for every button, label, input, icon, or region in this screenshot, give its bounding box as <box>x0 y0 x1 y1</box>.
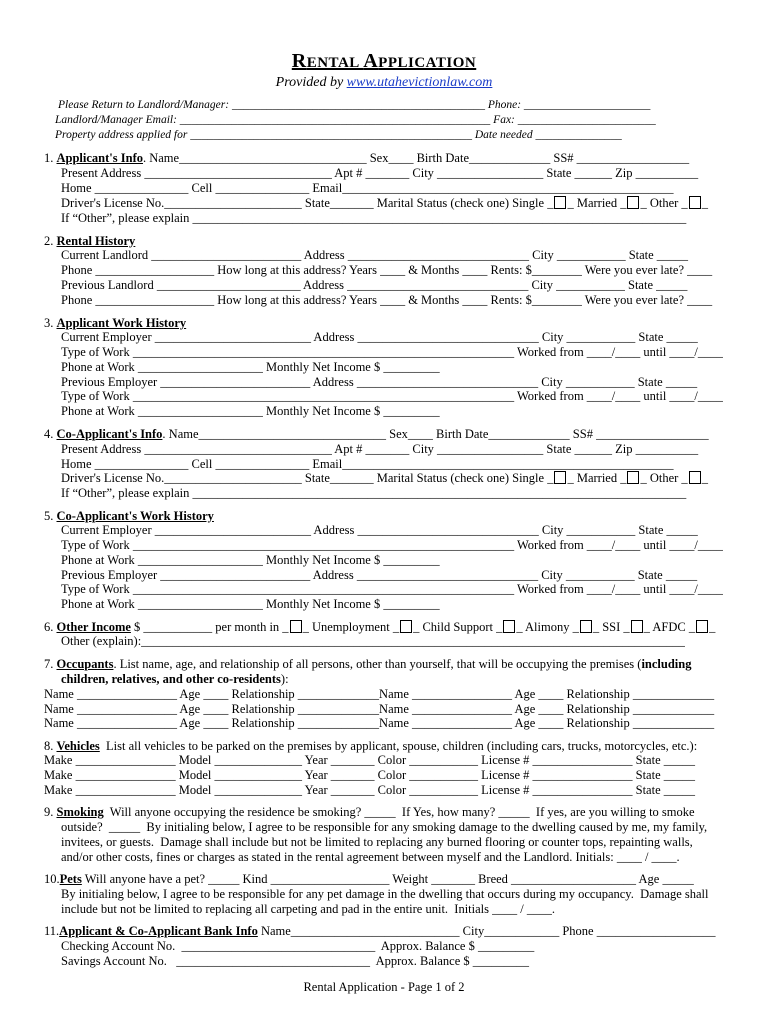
section-2-rental-history: 2. Rental History <box>44 234 136 248</box>
s4-address-line[interactable]: Present Address ______________________________ Apt # _______ City _________________ State ______ Zip __________ <box>61 442 699 456</box>
return-to-line[interactable]: Please Return to Landlord/Manager: ____________________________________________ Phone: ______________________ <box>58 99 651 111</box>
occupant-row[interactable]: Name ________________ Age ____ Relationship _____________Name ________________ Age ____ Relationship _____________ <box>44 687 715 701</box>
section-5-co-applicant-work-history: 5. Co-Applicant's Work History <box>44 509 214 523</box>
vehicle-row[interactable]: Make ________________ Model ______________ Year _______ Color ___________ License # ________________ State _____ <box>44 783 696 797</box>
s5-phone-income-line-2[interactable]: Phone at Work ____________________ Monthly Net Income $ _________ <box>61 597 440 611</box>
landlord-email-line[interactable]: Landlord/Manager Email: ______________________________________________________ Fax: ________________________ <box>55 114 656 126</box>
s1-other-explain-line[interactable]: If “Other”, please explain _______________________________________________________________________________ <box>61 211 687 225</box>
s5-current-employer-line[interactable]: Current Employer _________________________ Address _____________________________ City ___________ State _____ <box>61 523 698 537</box>
s9-initials-line[interactable]: and/or other costs, fines or charges as stated in the rental agreement between myself and the Landlord. Initials: ____ / ____. <box>61 850 680 864</box>
co-other-checkbox[interactable] <box>689 471 701 484</box>
vehicle-row[interactable]: Make ________________ Model ______________ Year _______ Color ___________ License # ________________ State _____ <box>44 768 696 782</box>
website-link[interactable]: www.utahevictionlaw.com <box>346 75 493 90</box>
s10-initials-line[interactable]: include but not be limited to replacing all carpeting and pad in the entire unit. Initials ____ / ____. <box>61 902 555 916</box>
occupant-row[interactable]: Name ________________ Age ____ Relationship _____________Name ________________ Age ____ Relationship _____________ <box>44 702 715 716</box>
s5-phone-income-line-1[interactable]: Phone at Work ____________________ Monthly Net Income $ _________ <box>61 553 440 567</box>
vehicle-row[interactable]: Make ________________ Model ______________ Year _______ Color ___________ License # ________________ State _____ <box>44 753 696 767</box>
s5-previous-employer-line[interactable]: Previous Employer ________________________ Address _____________________________ City ___________ State _____ <box>61 568 698 582</box>
occupant-row[interactable]: Name ________________ Age ____ Relationship _____________Name ________________ Age ____ Relationship _____________ <box>44 716 715 730</box>
unemployment-checkbox[interactable] <box>290 620 302 633</box>
s10-line-2: By initialing below, I agree to be responsible for any pet damage in the dwelling that occurs during my occupancy. Damage shall <box>61 887 709 901</box>
single-checkbox[interactable] <box>554 196 566 209</box>
section-9-smoking[interactable]: 9. Smoking Will anyone occupying the residence be smoking? _____ If Yes, how many? _____ If yes, are you willing to smoke <box>44 805 695 819</box>
s5-type-of-work-line-1[interactable]: Type of Work _____________________________________________________________ Worked from ____/____ until ____/____ <box>61 538 723 552</box>
s1-contact-line[interactable]: Home _______________ Cell _______________ Email_____________________________________________________ <box>61 181 674 195</box>
s3-type-of-work-line-2[interactable]: Type of Work _____________________________________________________________ Worked from ____/____ until ____/____ <box>61 389 723 403</box>
s1-license-line[interactable]: Driver's License No.______________________ State_______ Marital Status (check one) Single _ _ Married _ _ Other _ _ <box>61 196 708 210</box>
checking-account-line[interactable]: Checking Account No. _______________________________ Approx. Balance $ _________ <box>61 939 535 953</box>
s2-current-landlord-line[interactable]: Current Landlord ________________________ Address _____________________________ City ___________ State _____ <box>61 248 689 262</box>
section-6-other-income[interactable]: 6. Other Income $ ___________ per month in _ _ Unemployment _ _ Child Support _ _ Alimony _ _ SSI _ _ AFDC _ _ <box>44 620 716 634</box>
provided-by: Provided by www.utahevictionlaw.com <box>275 75 493 90</box>
s4-other-explain-line[interactable]: If “Other”, please explain _______________________________________________________________________________ <box>61 486 687 500</box>
section-1-applicant-info: 1. Applicant's Info. Name______________________________ Sex____ Birth Date_____________ SS# __________________ <box>44 151 690 165</box>
s7-intro-line-2: children, relatives, and other co-residents): <box>61 672 289 686</box>
married-checkbox[interactable] <box>627 196 639 209</box>
section-8-vehicles: 8. Vehicles List all vehicles to be parked on the premises by applicant, spouse, children (including cars, trucks, motorcycles, etc.): <box>44 739 698 753</box>
section-3-applicant-work-history: 3. Applicant Work History <box>44 316 187 330</box>
s2-previous-landlord-line[interactable]: Previous Landlord _______________________ Address _____________________________ City ___________ State _____ <box>61 278 688 292</box>
s3-previous-employer-line[interactable]: Previous Employer ________________________ Address _____________________________ City ___________ State _____ <box>61 375 698 389</box>
section-11-bank-info[interactable]: 11.Applicant & Co-Applicant Bank Info Name___________________________ City____________ Phone ___________________ <box>44 924 716 938</box>
savings-account-line[interactable]: Savings Account No. _______________________________ Approx. Balance $ _________ <box>61 954 530 968</box>
property-address-line[interactable]: Property address applied for _________________________________________________ Date needed _______________ <box>55 129 622 141</box>
section-4-co-applicant-info: 4. Co-Applicant's Info. Name______________________________ Sex____ Birth Date_____________ SS# __________________ <box>44 427 709 441</box>
page-footer: Rental Application - Page 1 of 2 <box>303 980 465 994</box>
extra-checkbox[interactable] <box>696 620 708 633</box>
alimony-checkbox[interactable] <box>503 620 515 633</box>
afdc-checkbox[interactable] <box>631 620 643 633</box>
ssi-checkbox[interactable] <box>580 620 592 633</box>
s4-license-line[interactable]: Driver's License No.______________________ State_______ Marital Status (check one) Single _ _ Married _ _ Other _ _ <box>61 471 708 485</box>
s9-line-2[interactable]: outside? _____ By initialing below, I agree to be responsible for any smoking damage to the dwelling caused by me, my family, <box>61 820 708 834</box>
co-single-checkbox[interactable] <box>554 471 566 484</box>
s3-current-employer-line[interactable]: Current Employer _________________________ Address _____________________________ City ___________ State _____ <box>61 330 698 344</box>
s3-type-of-work-line-1[interactable]: Type of Work _____________________________________________________________ Worked from ____/____ until ____/____ <box>61 345 723 359</box>
section-7-occupants: 7. Occupants. List name, age, and relationship of all persons, other than yourself, that will be occupying the premises (including <box>44 657 692 671</box>
s1-address-line[interactable]: Present Address ______________________________ Apt # _______ City _________________ State ______ Zip __________ <box>61 166 699 180</box>
s6-other-explain-line[interactable]: Other (explain):_______________________________________________________________________________________ <box>61 634 685 648</box>
section-10-pets[interactable]: 10.Pets Will anyone have a pet? _____ Kind ___________________ Weight _______ Breed ____________________ Age _____ <box>44 872 694 886</box>
co-married-checkbox[interactable] <box>627 471 639 484</box>
s3-phone-income-line-2[interactable]: Phone at Work ____________________ Monthly Net Income $ _________ <box>61 404 440 418</box>
form-title: RENTAL APPLICATION <box>291 50 477 72</box>
s2-phone-line-2[interactable]: Phone ___________________ How long at this address? Years ____ & Months ____ Rents: $________ Were you ever late? ____ <box>61 293 713 307</box>
s5-type-of-work-line-2[interactable]: Type of Work _____________________________________________________________ Worked from ____/____ until ____/____ <box>61 582 723 596</box>
s4-contact-line[interactable]: Home _______________ Cell _______________ Email_____________________________________________________ <box>61 457 674 471</box>
s9-line-3: invitees, or guests. Damage shall include but not be limited to replacing any burned flooring or counter tops, repainting walls, <box>61 835 693 849</box>
s3-phone-income-line-1[interactable]: Phone at Work ____________________ Monthly Net Income $ _________ <box>61 360 440 374</box>
child-support-checkbox[interactable] <box>400 620 412 633</box>
s2-phone-line-1[interactable]: Phone ___________________ How long at this address? Years ____ & Months ____ Rents: $________ Were you ever late? ____ <box>61 263 713 277</box>
other-checkbox[interactable] <box>689 196 701 209</box>
